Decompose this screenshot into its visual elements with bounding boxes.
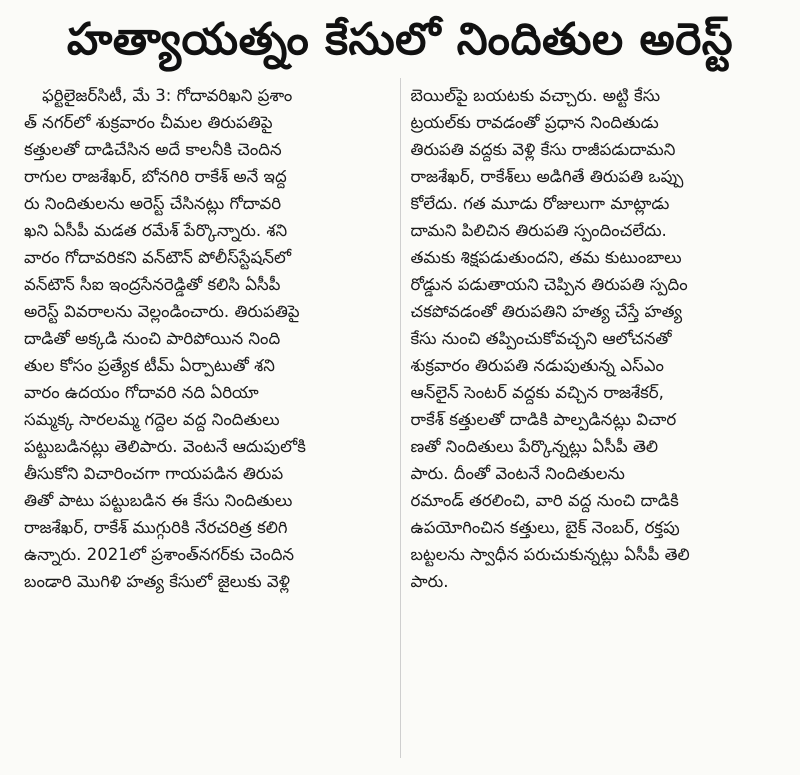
article-line: దామని పిలిచిన తిరుపతి స్పందించలేదు. (410, 221, 667, 240)
article-line: ణతో నిందితులు పేర్కొన్నట్లు ఏసీపీ తెలి (410, 437, 659, 456)
article-line: వారం గోదావరికని వన్‌టౌన్ పోలీస్‌స్టేషన్‌లో (24, 248, 292, 267)
article-line: చకపోవడంతో తిరుపతిని హత్య చేస్తే హత్య (410, 302, 683, 321)
article-line: ఫర్టిలైజర్‌సిటీ, మే 3: గోదావరిఖని ప్రశాం (42, 86, 293, 105)
article-line: దాడితో అక్కడి నుంచి పారిపోయిన నింది (24, 329, 281, 348)
article-line: తితో పాటు పట్టుబడిన ఈ కేసు నిందితులు (24, 491, 293, 510)
article-line: వన్‌టౌన్ సీఐ ఇంద్రసేనరెడ్డితో కలిసి ఏసీపీ (24, 275, 281, 294)
article-line: కత్తులతో దాడిచేసిన అదే కాలనీకి చెందిన (24, 140, 282, 159)
article-line: కేసు నుంచి తప్పించుకోవచ్చని ఆలోచనతో (410, 329, 672, 348)
article-line: పట్టుబడినట్లు తెలిపారు. వెంటనే ఆదుపులోకి (24, 437, 306, 456)
article-line: తిరుపతి వద్దకు వెళ్లి కేసు రాజీపడుదామని (410, 140, 676, 159)
article-line: అరెస్ట్ వివరాలను వెల్లండించారు. తిరుపతిపై (24, 302, 300, 321)
article-line: రమాండ్ తరలించి, వారి వద్ద నుంచి దాడికి (410, 491, 679, 510)
article-line: త్ నగర్‌లో శుక్రవారం చీమల తిరుపతిపై (24, 113, 273, 132)
article-line: రాకేశ్ కత్తులతో దాడికి పాల్పడినట్లు విచార (410, 410, 677, 429)
right-column (401, 78, 787, 758)
article-line: ఆన్‌లైన్ సెంటర్ వద్దకు వచ్చిన రాజశేకర్, (410, 383, 664, 402)
article-line: ఉన్నారు. 2021లో ప్రశాంత్‌నగర్‌కు చెందిన (24, 545, 295, 564)
left-column (14, 78, 401, 758)
headline: హత్యాయత్నం కేసులో నిందితుల అరెస్ట్ (66, 14, 734, 65)
article-line: ఉపయోగించిన కత్తులు, బైక్ నెంబర్, రక్తపు (410, 518, 680, 537)
article-line: బండారి మొగిళి హత్య కేసులో జైలుకు వెళ్లి (24, 572, 290, 591)
article-line: ఖని ఏసీపీ మడత రమేశ్ పేర్కొన్నారు. శని (24, 221, 288, 240)
article-line: రాగుల రాజశేఖర్, బోనగిరి రాకేశ్ అనే ఇద్ద (24, 167, 287, 186)
article-line: కోలేదు. గత మూడు రోజులుగా మాట్లాడు (410, 194, 670, 213)
article-line: బట్టలను స్వాధీన పరుచుకున్నట్లు ఏసీపీ తెలి (410, 545, 690, 564)
article-line: ట్రయల్‌కు రావడంతో ప్రధాన నిందితుడు (410, 113, 659, 132)
article-line: రాజశేఖర్, రాకేశ్‌లు అడిగితే తిరుపతి ఒప్పు (410, 167, 684, 186)
article-line: రోడ్డున పడుతాయని చెప్పిన తిరుపతి స్పదిం (410, 275, 688, 294)
article-line: శుక్రవారం తిరుపతి నడుపుతున్న ఎస్ఎం (410, 356, 664, 375)
article-line: సమ్మక్క సారలమ్మ గద్దెల వద్ద నిందితులు (24, 410, 280, 429)
article-line: వారం ఉదయం గోదావరి నది ఏరియా (24, 383, 259, 402)
article-line: తమకు శిక్షపడుతుందని, తమ కుటుంబాలు (410, 248, 682, 267)
article-line: తుల కోసం ప్రత్యేక టీమ్ ఏర్పాటుతో శని (24, 356, 275, 375)
article-line: తీసుకోని విచారించగా గాయపడిన తిరుప (24, 464, 284, 483)
article-line: పారు. దీంతో వెంటనే నిందితులను (410, 464, 625, 483)
article-line: పారు. (410, 572, 449, 591)
article-body (14, 78, 786, 758)
article-line: రు నిందితులను అరెస్ట్ చేసినట్లు గోదావరి (24, 194, 282, 213)
article-line: బెయిల్‌పై బయటకు వచ్చారు. అట్టి కేసు (410, 86, 661, 105)
article-line: రాజశేఖర్, రాకేశ్ ముగ్గురికి నేరచరిత్ర కలిగి (24, 518, 288, 537)
